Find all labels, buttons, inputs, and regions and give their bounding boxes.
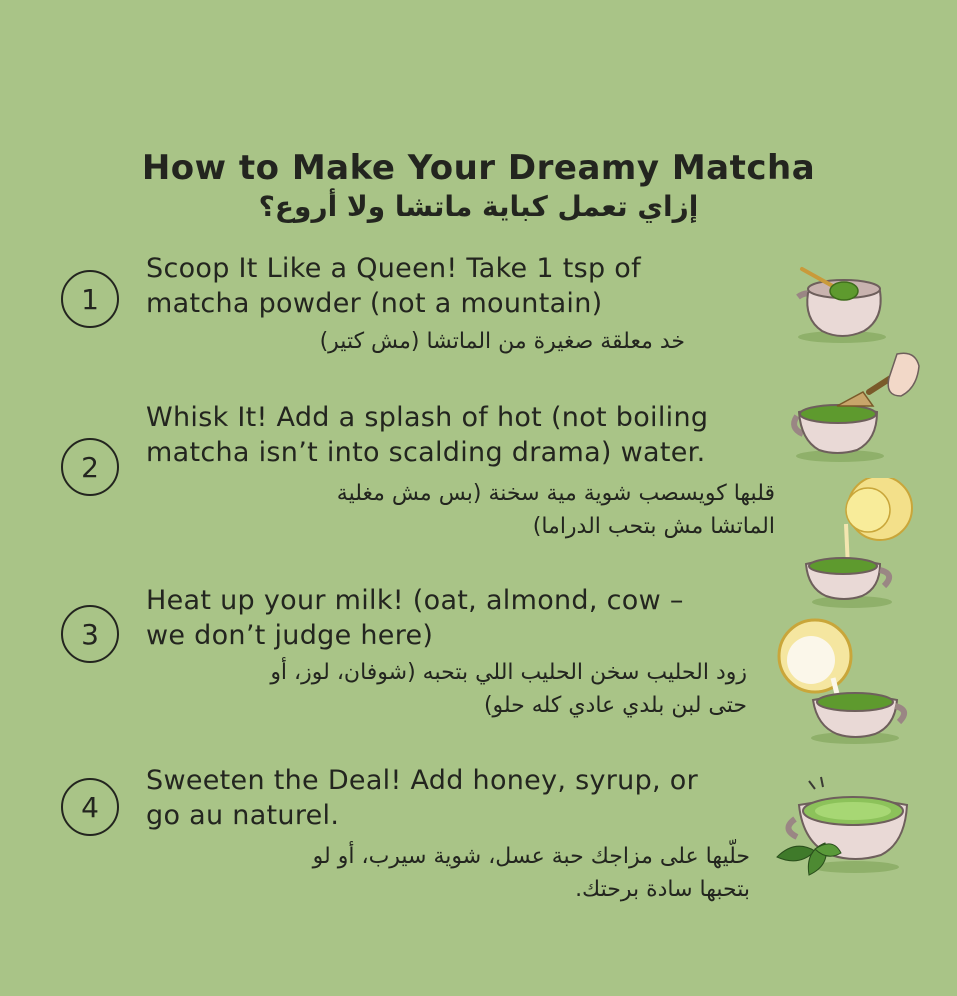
step-4-english: Sweeten the Deal! Add honey, syrup, or go au naturel.	[146, 765, 699, 831]
step-3-english: Heat up your milk! (oat, almond, cow – we don’t judge here)	[146, 585, 684, 651]
milk-pour-cup-illustration	[775, 618, 915, 748]
step-2-english: Whisk It! Add a splash of hot (not boiling matcha isn’t into scalding drama) water.	[146, 402, 709, 468]
step-1-english: Scoop It Like a Queen! Take 1 tsp of matcha powder (not a mountain)	[146, 253, 641, 319]
page-title: How to Make Your Dreamy Matcha	[141, 148, 816, 188]
honey-mint-cup-illustration	[775, 775, 915, 890]
step-4-arabic: حلّيها على مزاجك حبة عسل، شوية سيرب، أو لو بتحبها سادة برحتك.	[312, 844, 750, 902]
whisk-cup-illustration	[785, 348, 925, 468]
page-title-arabic: إزاي تعمل كباية ماتشا ولا أروع؟	[258, 190, 699, 223]
step-3-arabic: زود الحليب سخن الحليب اللي بتحبه (شوفان، لوز، أو حتى لبن بلدي عادي كله حلو)	[270, 660, 747, 718]
water-pour-cup-illustration	[800, 478, 925, 613]
step-number-3: 3	[61, 605, 119, 663]
step-2-arabic: قلبها كويسصب شوية مية سخنة (بس مش مغلية الماتشا مش بتحب الدراما)	[336, 481, 775, 539]
step-number-4: 4	[61, 778, 119, 836]
step-number-2: 2	[61, 438, 119, 496]
step-1-arabic: خد معلقة صغيرة من الماتشا (مش كتير)	[319, 329, 685, 354]
matcha-scoop-cup-illustration	[780, 255, 900, 350]
step-number-1: 1	[61, 270, 119, 328]
